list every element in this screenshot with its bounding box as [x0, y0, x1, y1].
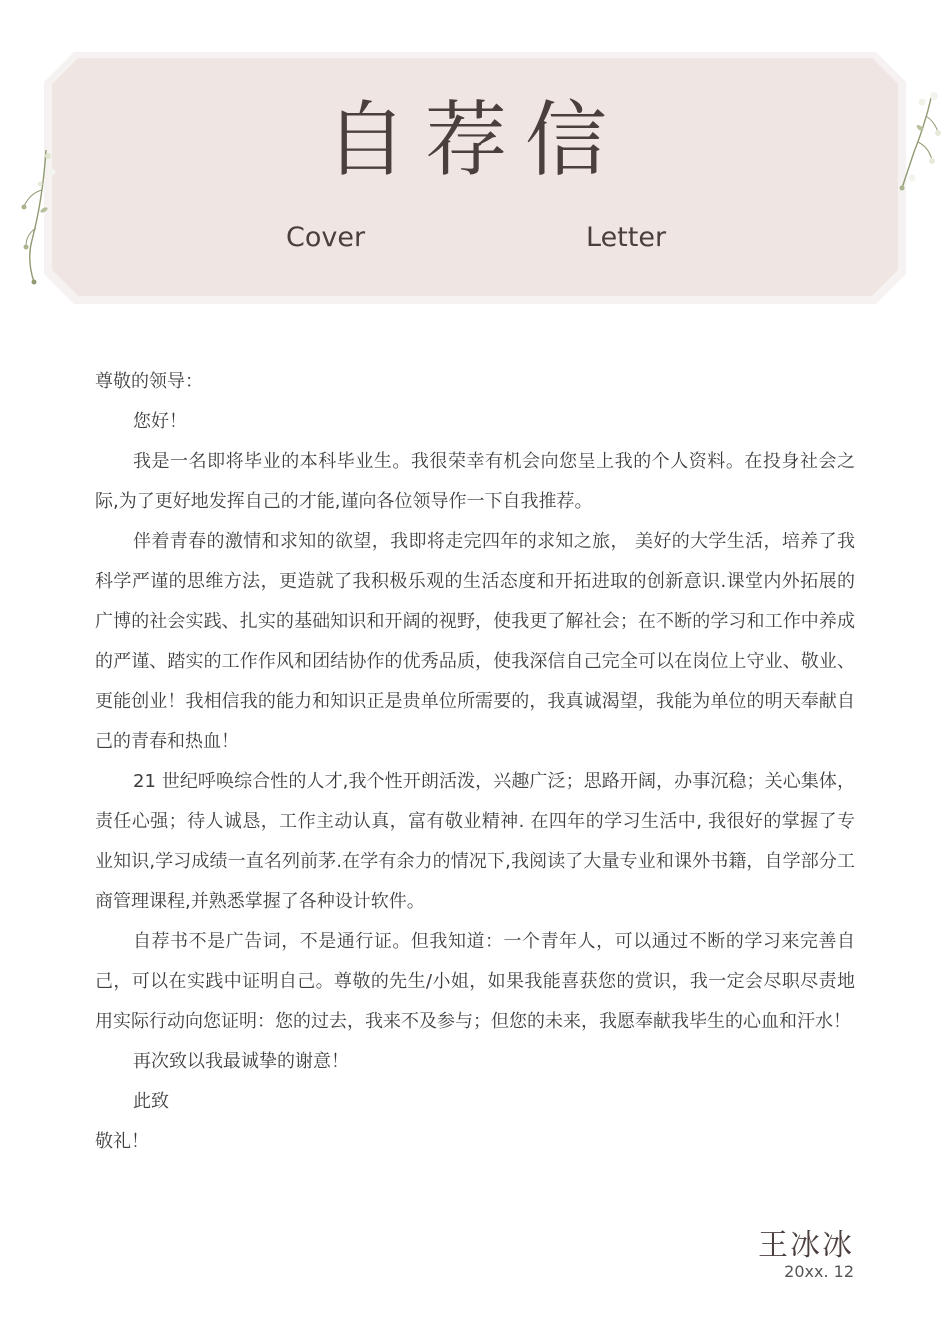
letter-paragraph: 此致	[133, 1091, 169, 1112]
subtitle-letter: Letter	[586, 222, 667, 253]
letter-paragraph: 我是一名即将毕业的本科毕业生。我很荣幸有机会向您呈上我的个人资料。在投身社会之际,为了更好地发挥自己的才能,谨向各位领导作一下自我推荐。	[95, 451, 855, 512]
letter-salutation: 尊敬的领导：	[95, 371, 203, 392]
letter-body	[95, 362, 855, 1162]
letter-greeting: 您好！	[133, 411, 187, 432]
letter-closing: 敬礼！	[95, 1131, 149, 1152]
letter-paragraph: 再次致以我最诚挚的谢意！	[133, 1051, 349, 1072]
letter-paragraph: 自荐书不是广告词，不是通行证。但我知道：一个青年人，可以通过不断的学习来完善自己，可以在实践中证明自己。尊敬的先生/小姐，如果我能喜获您的赏识，我一定会尽职尽责地用实际行动向您证明：您的过去，我来不及参与；但您的未来，我愿奉献我毕生的心血和汗水！	[95, 931, 855, 1032]
letter-paragraph: 伴着青春的激情和求知的欲望，我即将走完四年的求知之旅， 美好的大学生活，培养了我科学严谨的思维方法，更造就了我积极乐观的生活态度和开拓进取的创新意识.课堂内外拓展的广博的社会实践、扎实的基础知识和开阔的视野，使我更了解社会；在不断的学习和工作中养成的严谨、踏实的工作作风和团结协作的优秀品质，使我深信自己完全可以在岗位上守业、敬业、更能创业！我相信我的能力和知识正是贵单位所需要的，我真诚渴望，我能为单位的明天奉献自己的青春和热血！	[95, 531, 855, 752]
letter-paragraph: 21 世纪呼唤综合性的人才,我个性开朗活泼，兴趣广泛；思路开阔，办事沉稳；关心集体，责任心强；待人诚恳，工作主动认真，富有敬业精神. 在四年的学习生活中, 我很好的掌握了专业知识,学习成绩一直名列前茅.在学有余力的情况下,我阅读了大量专业和课外书籍，自学部分工商管理课程,并熟悉掌握了各种设计软件。	[95, 771, 855, 912]
page-title: 自荐信	[324, 93, 625, 188]
subtitle-cover: Cover	[286, 222, 366, 253]
signature-date: 20xx. 12	[784, 1262, 854, 1281]
signature-name: 王冰冰	[758, 1228, 854, 1263]
